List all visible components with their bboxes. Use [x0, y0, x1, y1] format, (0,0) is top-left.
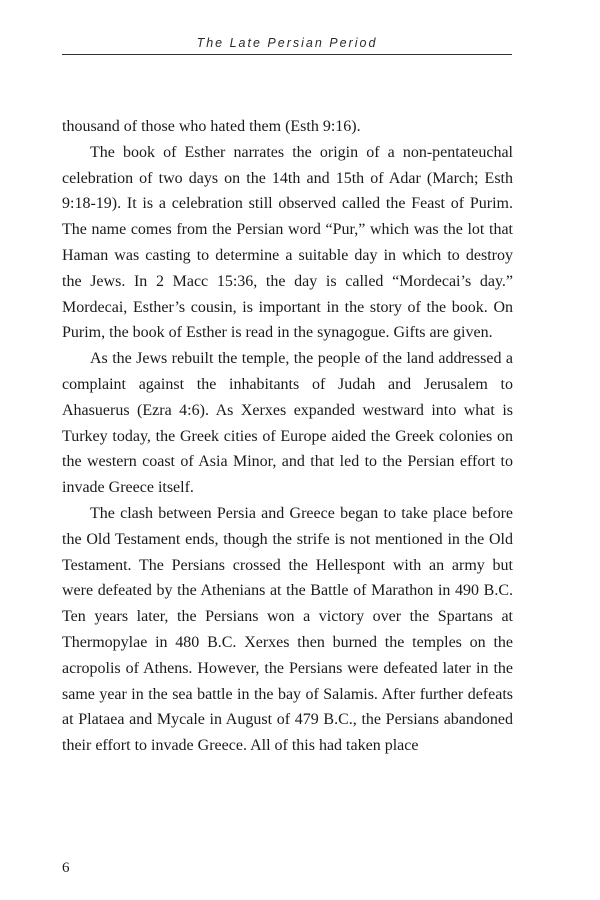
paragraph-persia-greece: The clash between Persia and Greece began to take place before the Old Testament ends, though the strife is not mentioned in the Old Testament. The Persians crossed the Hellespont with an army but were defeated by the Athenians at the Battle of Marathon in 490 B.C. Ten years later, the Persians won a victory over the Spartans at Thermopylae in 480 B.C. Xerxes then burned the temples on the acropolis of Athens. However, the Persians were defeated later in the same year in the sea battle in the bay of Salamis. After further defeats at Plataea and Mycale in August of 479 B.C., the Persians abandoned their effort to invade Greece. All of this had taken place — [62, 504, 513, 755]
paragraph-temple-rebuild: As the Jews rebuilt the temple, the people of the land addressed a complaint against the inhabitants of Judah and Jerusalem to Ahasuerus (Ezra 4:6). As Xerxes expanded westward into what is Turkey today, the Greek cities of Europe aided the Greek colonies on the western coast of Asia Minor, and that led to the Persian effort to invade Greece itself. — [62, 350, 513, 497]
body-text — [62, 114, 513, 759]
running-head: The Late Persian Period — [196, 36, 378, 50]
page-number: 6 — [62, 860, 70, 876]
header-rule — [62, 54, 512, 55]
paragraph-continued: thousand of those who hated them (Esth 9:16). — [62, 118, 361, 135]
paragraph-purim: The book of Esther narrates the origin of a non-pentateuchal celebration of two days on the 14th and 15th of Adar (March; Esth 9:18-19). It is a celebration still observed called the Feast of Purim. The name comes from the Persian word “Pur,” which was the lot that Haman was casting to determine a suitable day in which to destroy the Jews. In 2 Macc 15:36, the day is called “Mordecai’s day.” Mordecai, Esther’s cousin, is important in the story of the book. On Purim, the book of Esther is read in the synagogue. Gifts are given. — [62, 143, 513, 342]
